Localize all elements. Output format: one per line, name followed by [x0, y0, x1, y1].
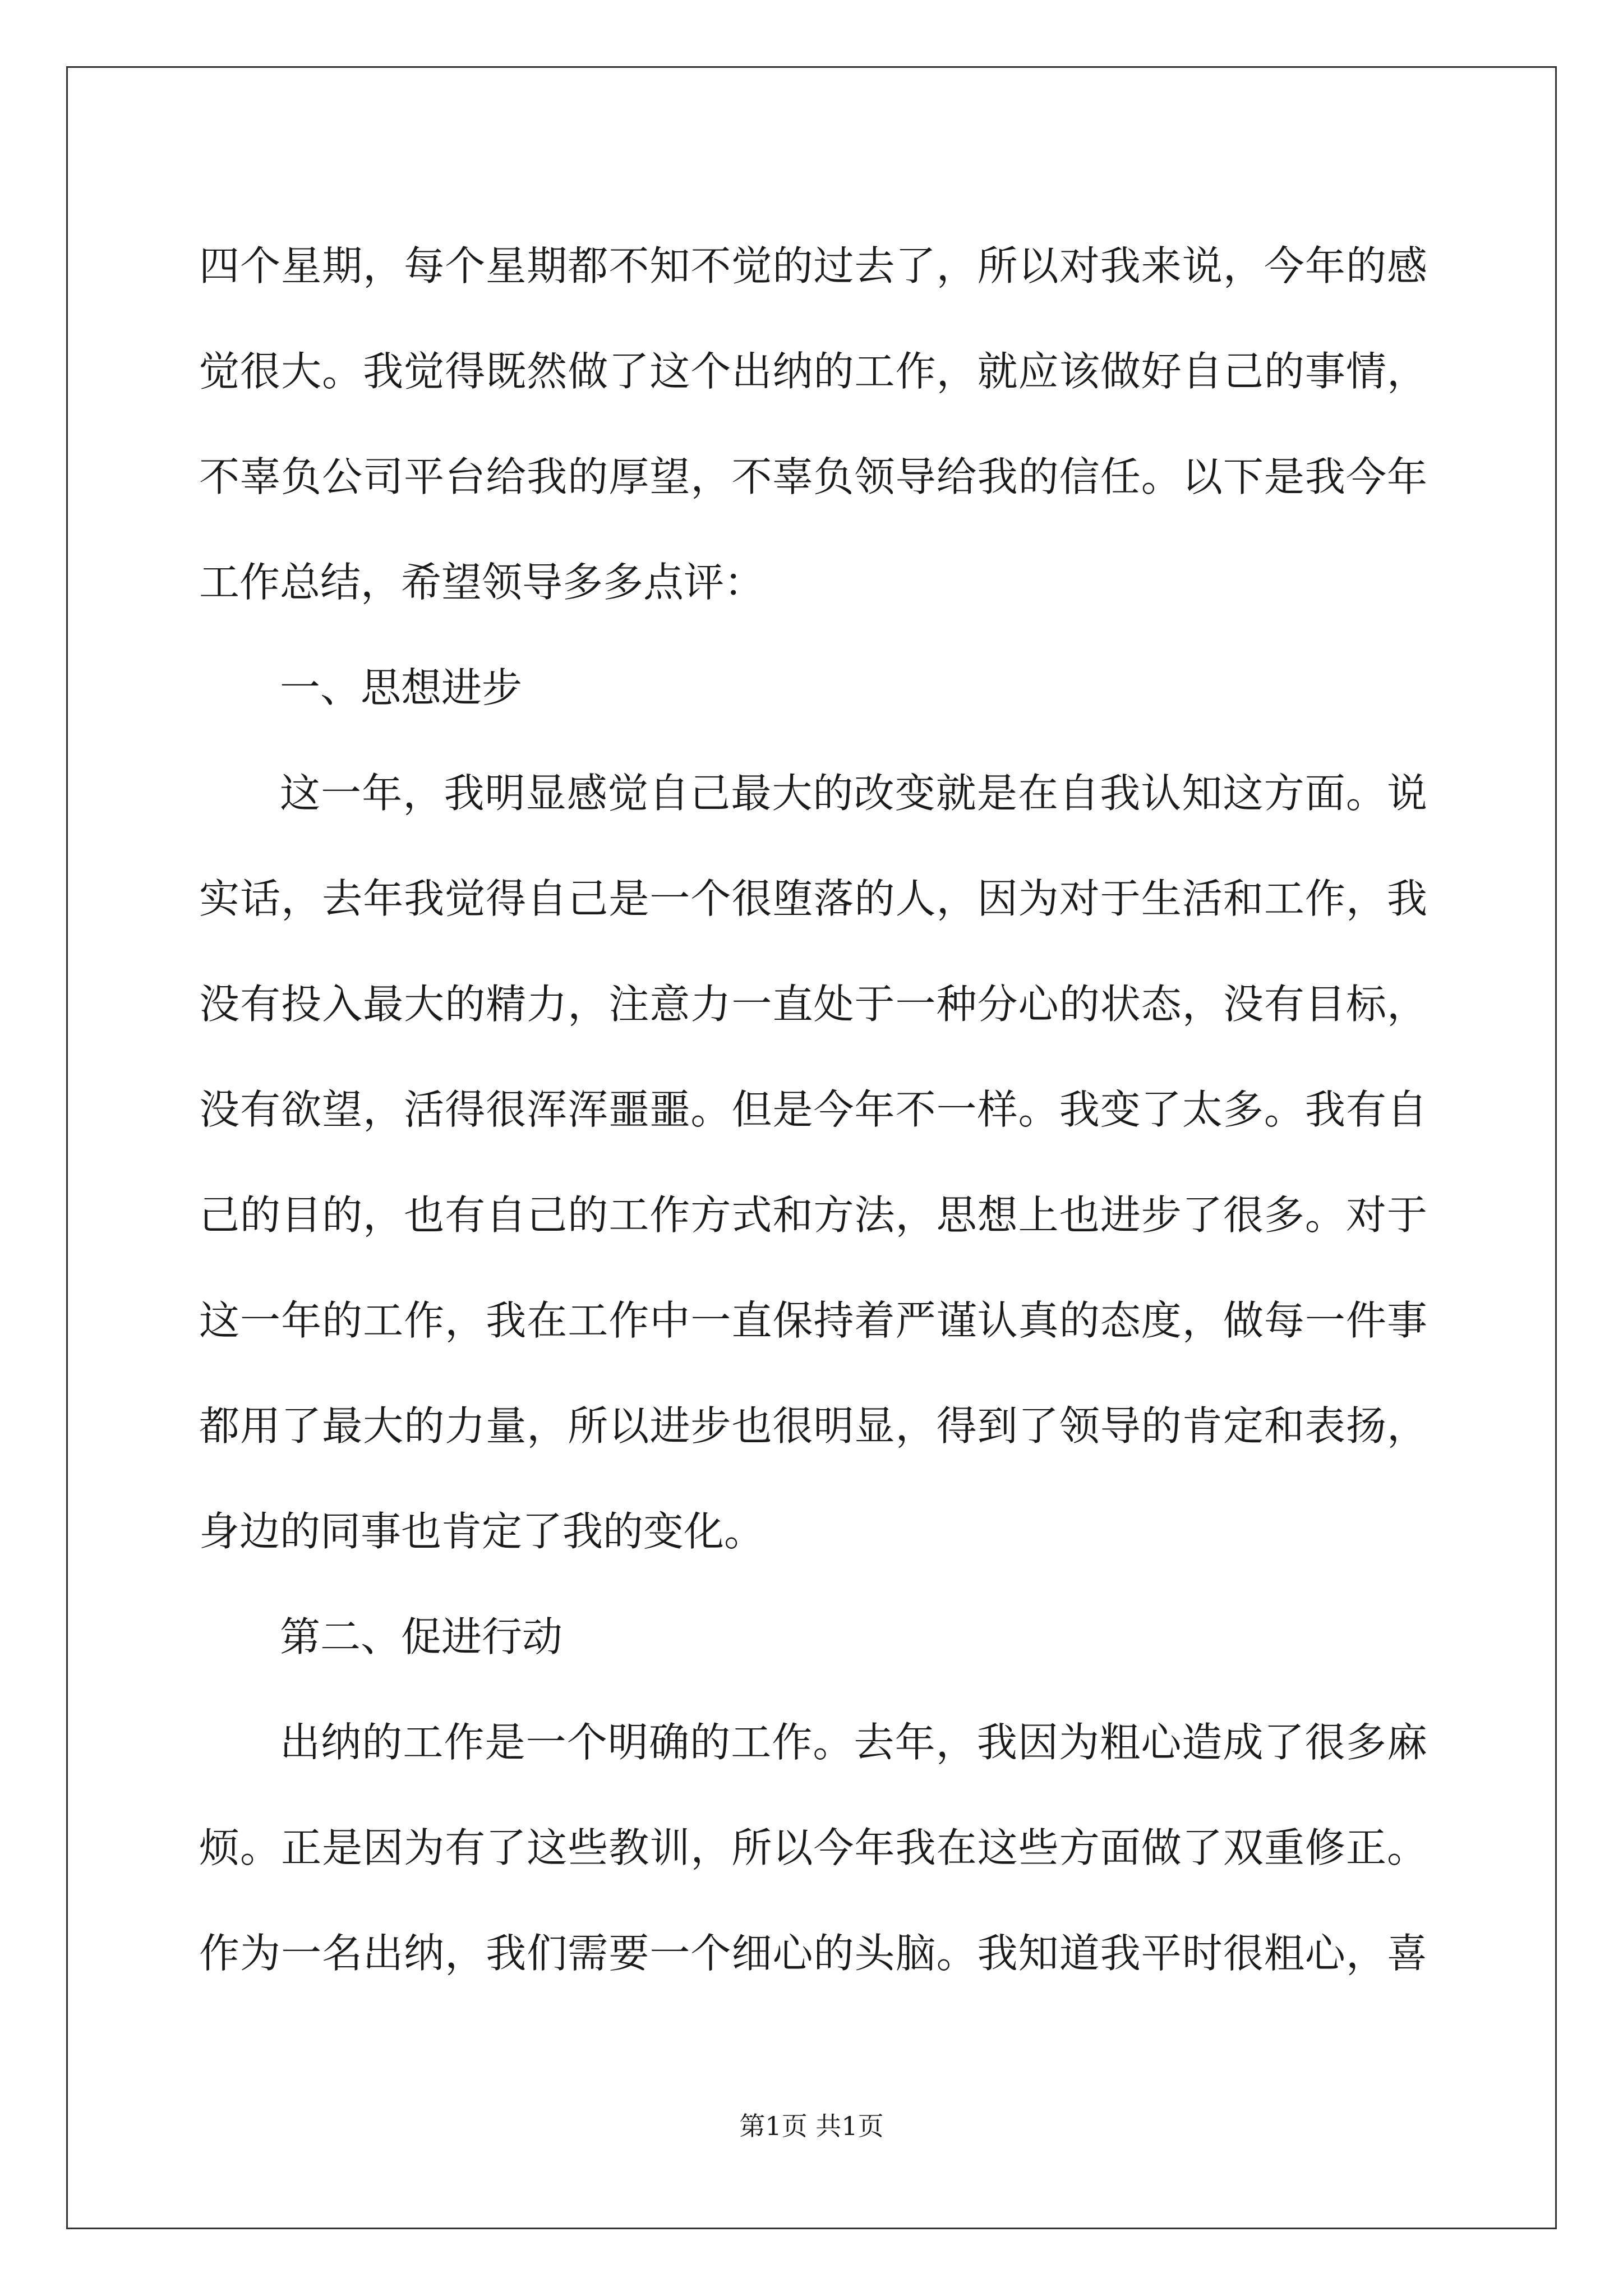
text-line: 出纳的工作是一个明确的工作。去年，我因为粗心造成了很多麻 [280, 1719, 1427, 1766]
text-line: 实话，去年我觉得自己是一个很堕落的人，因为对于生活和工作，我 [199, 875, 1427, 922]
text-line: 不辜负公司平台给我的厚望，不辜负领导给我的信任。以下是我今年 [199, 453, 1427, 500]
text-line: 工作总结，希望领导多多点评： [199, 559, 765, 606]
text-line: 己的目的，也有自己的工作方式和方法，思想上也进步了很多。对于 [199, 1191, 1427, 1239]
text-line: 这一年，我明显感觉自己最大的改变就是在自我认知这方面。说 [280, 770, 1427, 817]
text-line: 作为一名出纳，我们需要一个细心的头脑。我知道我平时很粗心，喜 [199, 1930, 1427, 1977]
document-body [199, 213, 1427, 2006]
section-heading-2: 第二、促进行动 [280, 1613, 563, 1660]
text-line: 这一年的工作，我在工作中一直保持着严谨认真的态度，做每一件事 [199, 1297, 1427, 1344]
text-line: 烦。正是因为有了这些教训，所以今年我在这些方面做了双重修正。 [199, 1824, 1427, 1871]
text-line: 四个星期，每个星期都不知不觉的过去了，所以对我来说，今年的感 [199, 242, 1427, 289]
text-line: 没有欲望，活得很浑浑噩噩。但是今年不一样。我变了太多。我有自 [199, 1086, 1427, 1133]
text-line: 身边的同事也肯定了我的变化。 [199, 1508, 765, 1555]
text-line: 都用了最大的力量，所以进步也很明显，得到了领导的肯定和表扬， [199, 1402, 1427, 1450]
page-number-footer: 第1页 共1页 [739, 2111, 884, 2141]
section-heading-1: 一、思想进步 [280, 664, 523, 711]
text-line: 没有投入最大的精力，注意力一直处于一种分心的状态，没有目标， [199, 981, 1427, 1028]
text-line: 觉很大。我觉得既然做了这个出纳的工作，就应该做好自己的事情， [199, 348, 1427, 395]
